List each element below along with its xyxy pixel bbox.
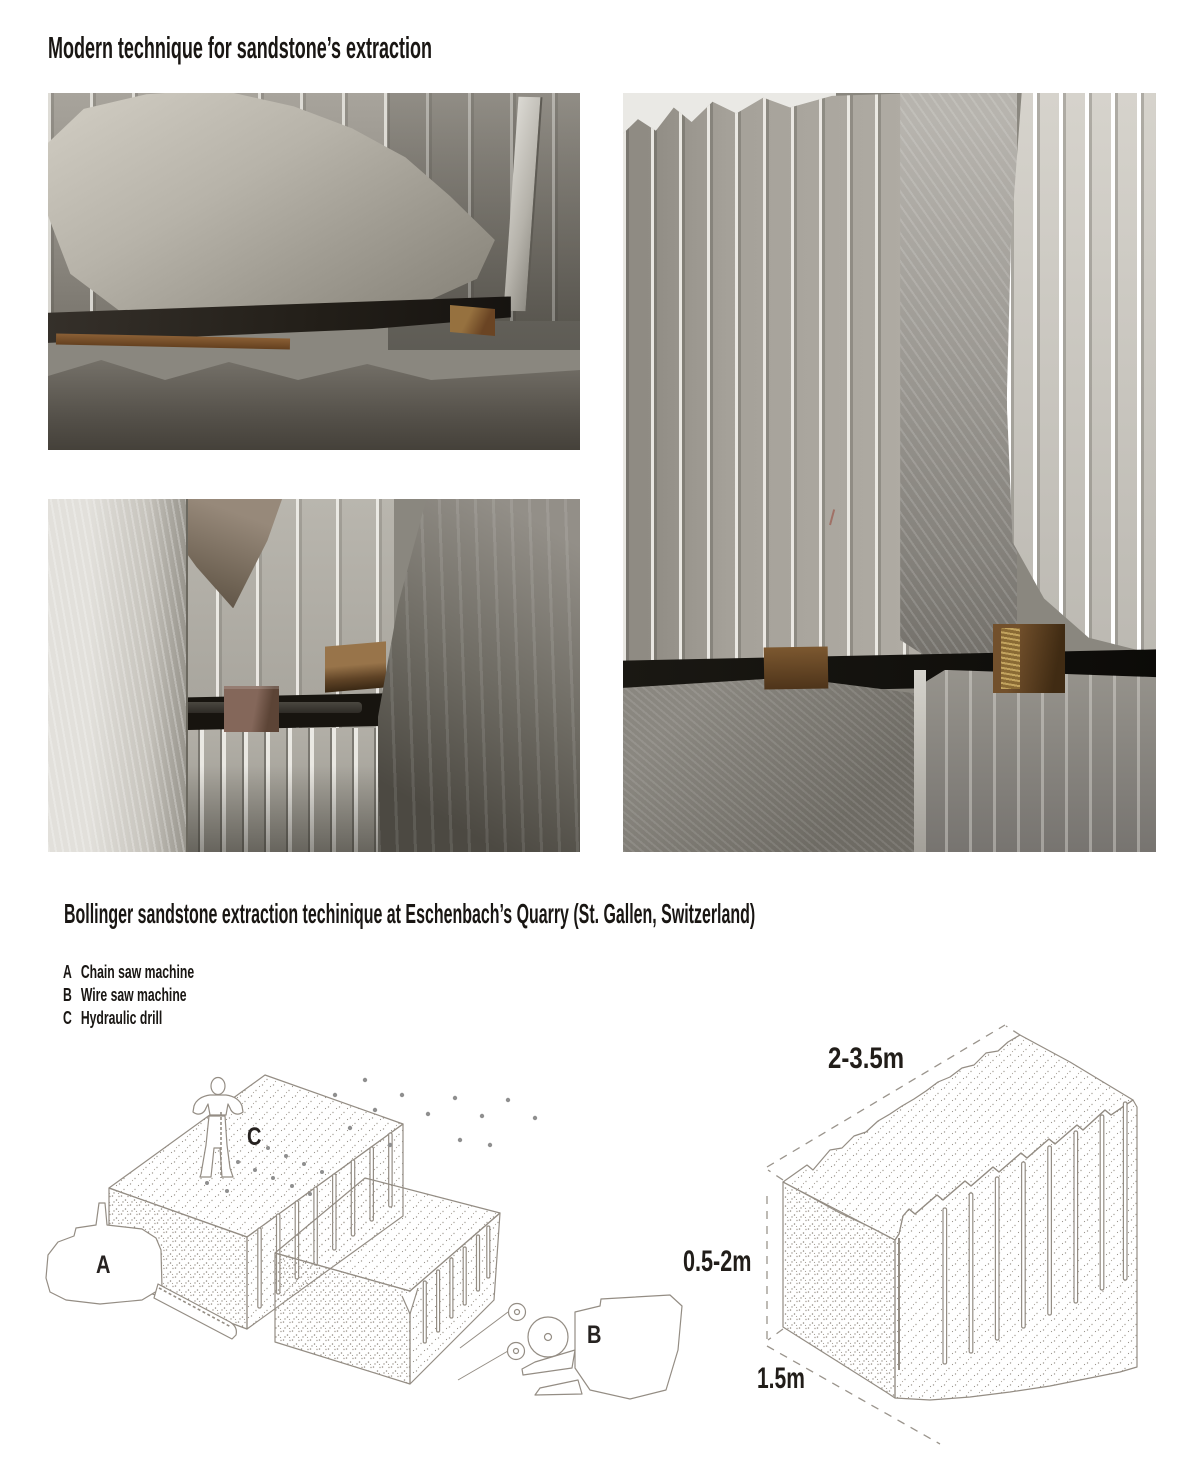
page-title: Modern technique for sandstone’s extraction xyxy=(48,30,432,65)
bright-block-edge xyxy=(914,670,926,852)
lower-block-left xyxy=(623,677,927,852)
legend-label: Chain saw machine xyxy=(80,961,195,982)
wooden-spacer-left xyxy=(764,647,829,690)
legend-item-wire-saw xyxy=(63,983,194,1006)
dimension-length: 2-3.5m xyxy=(828,1042,905,1075)
wire-saw-machine xyxy=(458,1295,682,1399)
grooved-block-left xyxy=(623,93,921,674)
photo-stacked-blocks xyxy=(623,93,1156,852)
wooden-wedge-left xyxy=(224,686,280,732)
photo-quarry-cut-gap xyxy=(48,499,580,852)
diagram-label-chain-saw: A xyxy=(96,1251,111,1279)
diagram-extraction-process xyxy=(30,1050,690,1457)
legend-label: Wire saw machine xyxy=(80,984,187,1005)
wooden-plank xyxy=(56,333,290,349)
wooden-spacer xyxy=(450,305,495,336)
diagram-label-wire-saw: B xyxy=(587,1321,602,1349)
grooved-block-right xyxy=(1007,93,1156,655)
diagram-label-hydraulic-drill: C xyxy=(247,1123,262,1151)
lower-grooved-block xyxy=(176,728,394,852)
lower-block-right xyxy=(921,670,1156,852)
legend-label: Hydraulic drill xyxy=(80,1007,163,1028)
smooth-stone-slab xyxy=(48,499,188,852)
legend-item-hydraulic-drill xyxy=(63,1006,194,1029)
sandstone-block xyxy=(783,1035,1137,1400)
extraction-process-drawing xyxy=(30,1050,690,1457)
dark-stone-wall xyxy=(378,499,580,852)
dimension-height: 0.5-2m xyxy=(683,1245,752,1278)
legend-key: A xyxy=(63,961,72,982)
legend-key: C xyxy=(63,1007,72,1028)
legend xyxy=(63,960,262,1029)
legend-key: B xyxy=(63,984,72,1005)
sawn-face xyxy=(900,93,1017,681)
wooden-wedge-right xyxy=(325,641,386,692)
section-title: Bollinger sandstone extraction techinique at Eschenbach’s Quarry (St. Gallen, Switzerland) xyxy=(64,898,756,929)
photo-block-lifted-on-supports xyxy=(48,93,580,450)
legend-item-chain-saw xyxy=(63,960,194,983)
lower-rock xyxy=(48,350,580,450)
torn-wood-fibers xyxy=(1001,628,1020,689)
dimension-width: 1.5m xyxy=(757,1362,805,1395)
